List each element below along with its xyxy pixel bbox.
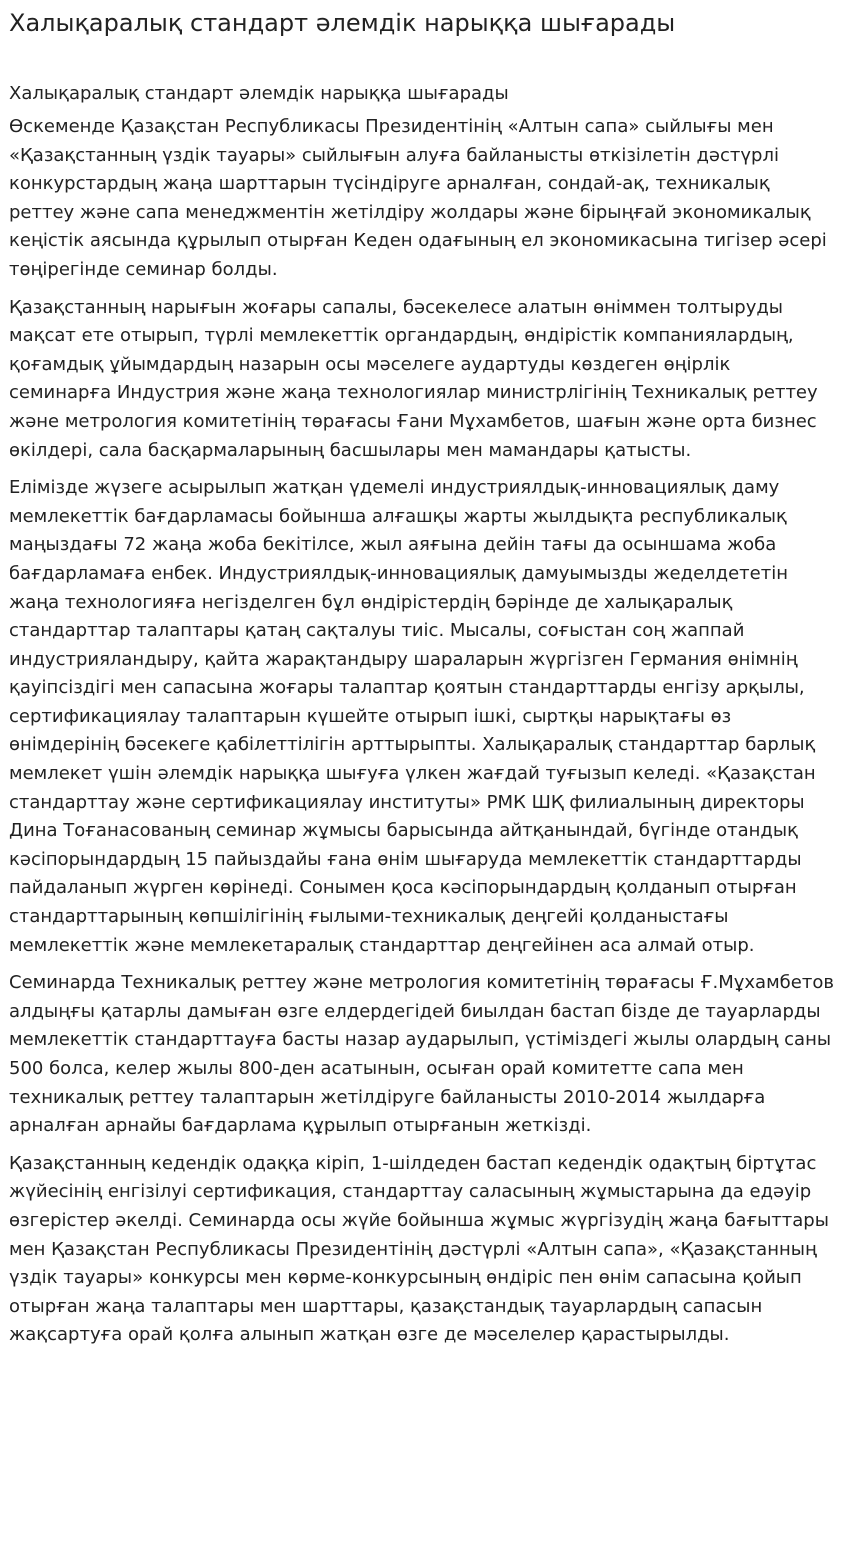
article-heading: Халықаралық стандарт әлемдік нарыққа шығарады bbox=[9, 83, 509, 104]
article-paragraph: Қазақстанның нарығын жоғары сапалы, бәсекелесе алатын өніммен толтыруды мақсат ете отырып, түрлі мемлекеттік органдардың, өндірістік компаниялардың, қоғамдық ұйымдардың назарын осы мәселеге аудартуды көздеген өңірлік семинарға Индустрия және жаңа технологиялар министрлігінің Техникалық реттеу және метрология комитетінің төрағасы Ғани Мұхамбетов, шағын және орта бизнес өкілдері, сала басқармаларының басшылары мен мамандары қатысты. bbox=[9, 296, 818, 461]
article-paragraph: Өскеменде Қазақстан Республикасы Президентінің «Алтын сапа» сыйлығы мен «Қазақстанның үздік тауары» сыйлығын алуға байланысты өткізілетін дәстүрлі конкурстардың жаңа шарттарын түсіндіруге арналған, сондай-ақ, техникалық реттеу және сапа менеджментін жетілдіру жолдары және бірыңғай экономикалық кеңістік аясында құрылып отырған Кеден одағының ел экономикасына тигізер әсері төңірегінде семинар болды. bbox=[9, 116, 827, 280]
article-paragraph: Елімізде жүзеге асырылып жатқан үдемелі индустриялдық-инновациялық даму мемлекеттік бағдарламасы бойынша алғашқы жарты жылдықта республикалық маңыздағы 72 жаңа жоба бекітілсе, жыл аяғына дейін тағы да осыншама жоба бағдарламаға енбек. Индустриялдық-инновациялық дамуымызды жеделдететін жаңа технологияға негізделген бұл өндірістердің бәрінде де халықаралық стандарттар талаптары қатаң сақталуы тиіс. Мысалы, соғыстан соң жаппай индустрияландыру, қайта жарақтандыру шараларын жүргізген Германия өнімнің қауіпсіздігі мен сапасына жоғары талаптар қоятын стандарттарды енгізу арқылы, сертификациялау талаптарын күшейте отырып ішкі, сыртқы нарықтағы өз өнімдерінің бәсекеге қабілеттілігін арттырыпты. Халықаралық стандарттар барлық мемлекет үшін әлемдік нарыққа шығуға үлкен жағдай туғызып келеді. «Қазақстан стандарттау және сертификациялау институты» РМК ШҚ филиалының директоры Дина Тоғанасованың семинар жұмысы барысында айтқанындай, бүгінде отандық кәсіпорындардың 15 пайыздайы ғана өнім шығаруда мемлекеттік стандарттарды пайдаланып жүрген көрінеді. Сонымен қоса кәсіпорындардың қолданып отырған стандарттарының көпшілігінің ғылыми-техникалық деңгейі қолданыстағы мемлекеттік және мемлекетаралық стандарттар деңгейінен аса алмай отыр. bbox=[9, 477, 816, 956]
page-title: Халықаралық стандарт әлемдік нарыққа шығарады bbox=[9, 9, 676, 37]
article-paragraph: Қазақстанның кедендік одаққа кіріп, 1-шілдеден бастап кедендік одақтың біртұтас жүйесінің енгізілуі сертификация, стандарттау саласының жұмыстарына да едәуір өзгерістер әкелді. Семинарда осы жүйе бойынша жұмыс жүргізудің жаңа бағыттары мен Қазақстан Республикасы Президентінің дәстүрлі «Алтын сапа», «Қазақстанның үздік тауары» конкурсы мен көрме-конкурсының өндіріс пен өнім сапасына қойып отырған жаңа талаптары мен шарттары, қазақстандық тауарлардың сапасын жақсартуға орай қолға алынып жатқан өзге де мәселелер қарастырылды. bbox=[9, 1152, 829, 1346]
article-body bbox=[9, 113, 838, 1350]
article-paragraph: Семинарда Техникалық реттеу және метрология комитетінің төрағасы Ғ.Мұхамбетов алдыңғы қатарлы дамыған өзге елдердегідей биылдан бастап бізде де тауарларды мемлекеттік стандарттауға басты назар аударылып, үстіміздегі жылы олардың саны 500 болса, келер жылы 800-ден асатынын, осыған орай комитетте сапа мен техникалық реттеу талаптарын жетілдіруге байланысты 2010-2014 жылдарға арналған арнайы бағдарлама құрылып отырғанын жеткізді. bbox=[9, 972, 834, 1137]
page-container bbox=[0, 8, 847, 1350]
